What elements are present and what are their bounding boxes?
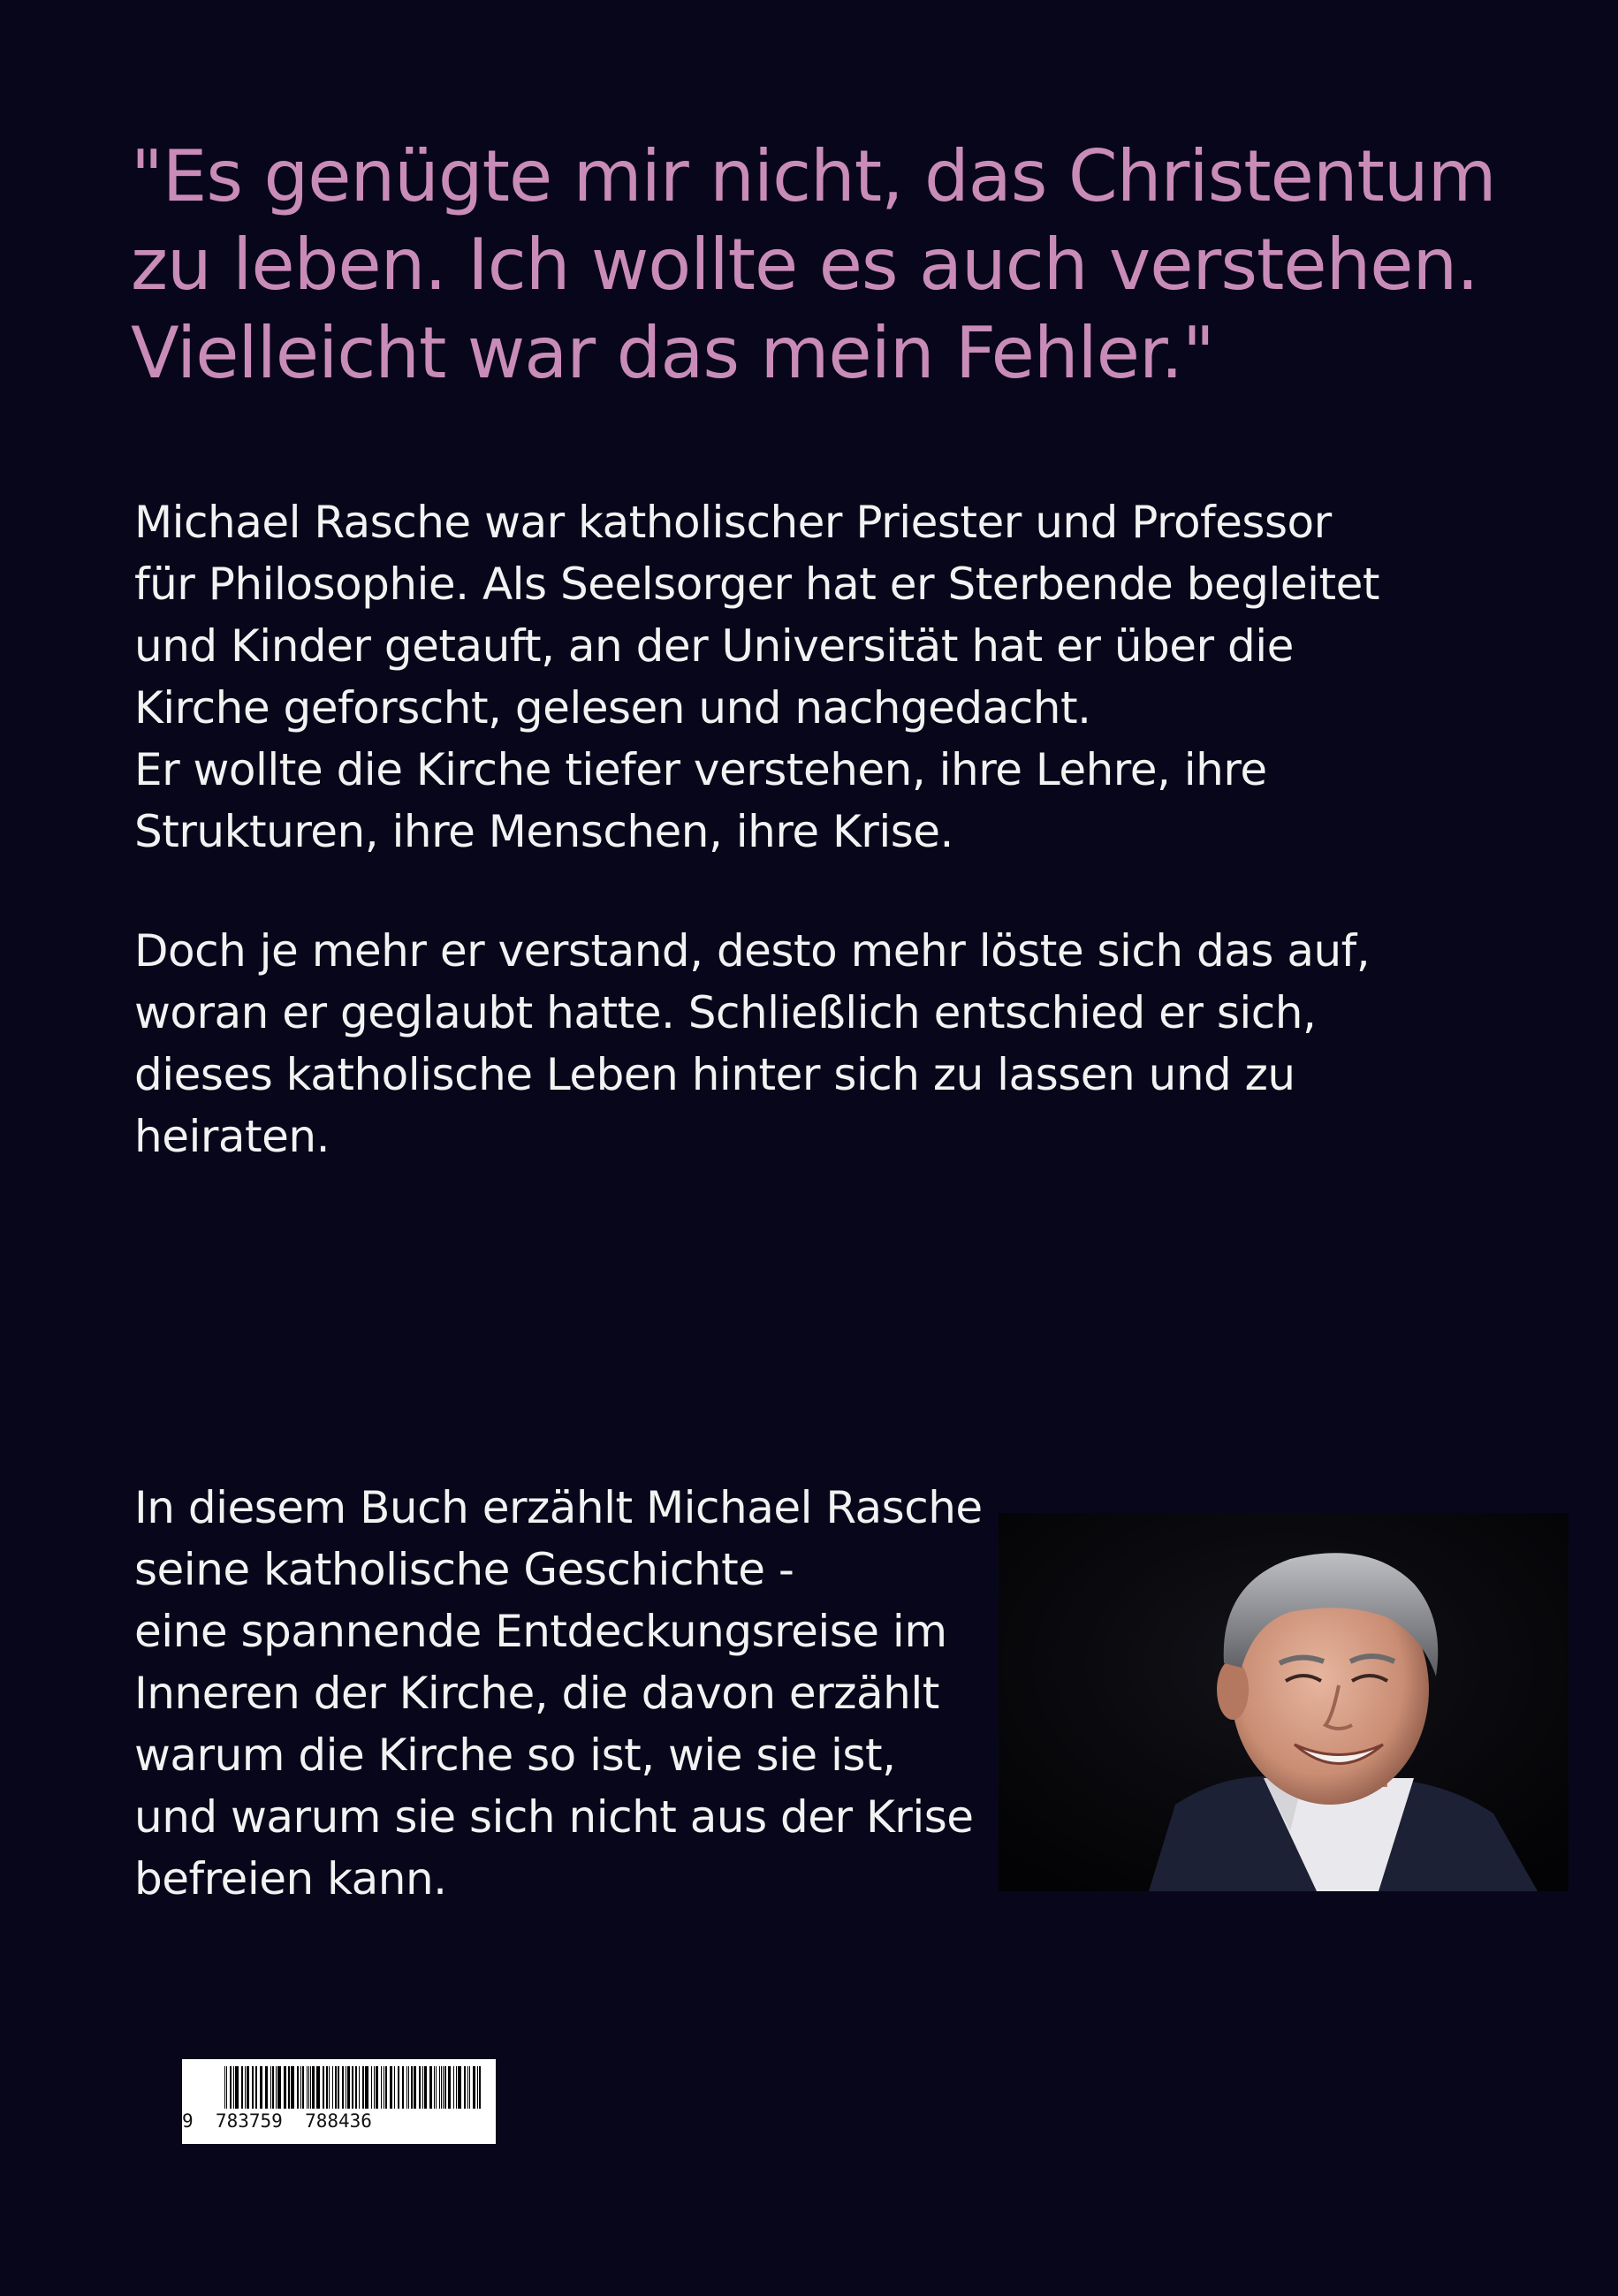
barcode-bar xyxy=(398,2066,399,2109)
barcode-bar xyxy=(394,2066,395,2109)
barcode-bar xyxy=(371,2066,372,2109)
back-cover-quote xyxy=(131,133,1562,398)
text-line: dieses katholische Leben hinter sich zu lassen und zu xyxy=(134,1049,1295,1100)
text-line: warum die Kirche so ist, wie sie ist, xyxy=(134,1730,896,1781)
barcode-bar xyxy=(291,2066,294,2109)
barcode-bar xyxy=(359,2066,360,2109)
isbn-digits: 9 783759 788436 xyxy=(182,2110,372,2132)
text-line: eine spannende Entdeckungsreise im xyxy=(134,1606,947,1657)
barcode-bar xyxy=(338,2066,339,2109)
author-photo xyxy=(999,1513,1569,1891)
text-line: woran er geglaubt hatte. Schließlich entschied er sich, xyxy=(134,987,1317,1038)
text-line: heiraten. xyxy=(134,1111,330,1162)
barcode-bar xyxy=(362,2066,364,2109)
barcode-bar xyxy=(414,2066,416,2109)
barcode-bar xyxy=(260,2066,262,2109)
barcode-bar xyxy=(434,2066,435,2109)
barcode-bar xyxy=(323,2066,324,2109)
quote-line: zu leben. Ich wollte es auch verstehen. xyxy=(131,224,1478,306)
barcode-bar xyxy=(424,2066,427,2109)
quote-line: Vielleicht war das mein Fehler." xyxy=(131,312,1214,394)
barcode-bar xyxy=(469,2066,470,2109)
quote-line: "Es genügte mir nicht, das Christentum xyxy=(131,135,1496,217)
barcode-bar xyxy=(374,2066,375,2109)
barcode-bar xyxy=(456,2066,457,2109)
barcode-bar xyxy=(347,2066,350,2109)
barcode-bar xyxy=(277,2066,281,2109)
text-line: Er wollte die Kirche tiefer verstehen, ihre Lehre, ihre xyxy=(134,744,1267,795)
barcode-bar xyxy=(272,2066,274,2109)
barcode-bar xyxy=(453,2066,454,2109)
text-line: Strukturen, ihre Menschen, ihre Krise. xyxy=(134,806,953,857)
barcode-bar xyxy=(335,2066,337,2109)
barcode-bar xyxy=(270,2066,271,2109)
text-line: seine katholische Geschichte - xyxy=(134,1544,794,1595)
barcode-bar xyxy=(436,2066,437,2109)
barcode-bar xyxy=(385,2066,387,2109)
barcode-bar xyxy=(408,2066,409,2109)
barcode-bar xyxy=(381,2066,382,2109)
barcode-bar xyxy=(310,2066,311,2109)
barcode-bar xyxy=(355,2066,357,2109)
barcode-bar xyxy=(300,2066,301,2109)
barcode-bar xyxy=(429,2066,432,2109)
barcode-bar xyxy=(252,2066,254,2109)
author-portrait-illustration xyxy=(999,1513,1569,1891)
isbn-barcode xyxy=(182,2059,496,2144)
text-line: In diesem Buch erzählt Michael Rasche xyxy=(134,1482,983,1533)
turning-point-paragraph xyxy=(134,920,1370,1167)
barcode-bar xyxy=(342,2066,344,2109)
barcode-bar xyxy=(247,2066,249,2109)
barcode-bar xyxy=(406,2066,407,2109)
barcode-bar xyxy=(255,2066,257,2109)
barcode-bar xyxy=(477,2066,478,2109)
barcode-bar xyxy=(479,2066,481,2109)
text-line: Michael Rasche war katholischer Priester und Professor xyxy=(134,497,1332,548)
barcode-bar xyxy=(411,2066,413,2109)
barcode-bar xyxy=(443,2066,444,2109)
barcode-bar xyxy=(390,2066,392,2109)
barcode-bar xyxy=(473,2066,475,2109)
barcode-bar xyxy=(448,2066,451,2109)
barcode-bar xyxy=(467,2066,468,2109)
barcode-bar xyxy=(312,2066,315,2109)
barcode-bar xyxy=(326,2066,328,2109)
barcode-bar xyxy=(376,2066,378,2109)
barcode-bar xyxy=(419,2066,421,2109)
barcode-bar xyxy=(235,2066,239,2109)
barcode-bar xyxy=(265,2066,268,2109)
barcode-bar xyxy=(458,2066,461,2109)
barcode-bar xyxy=(288,2066,290,2109)
barcode-bar xyxy=(284,2066,286,2109)
text-line: Kirche geforscht, gelesen und nachgedacht. xyxy=(134,682,1091,734)
text-line: befreien kann. xyxy=(134,1853,447,1904)
barcode-bar xyxy=(230,2066,232,2109)
text-line: und Kinder getauft, an der Universität hat er über die xyxy=(134,620,1294,672)
text-line: und warum sie sich nicht aus der Krise xyxy=(134,1791,974,1843)
barcode-bar xyxy=(276,2066,277,2109)
barcode-bar xyxy=(233,2066,234,2109)
barcode-bar xyxy=(444,2066,446,2109)
text-line: für Philosophie. Als Seelsorger hat er Sterbende begleitet xyxy=(134,559,1379,610)
author-bio-paragraph xyxy=(134,491,1379,863)
book-description-paragraph xyxy=(134,1477,983,1910)
barcode-bar xyxy=(439,2066,440,2109)
barcode-bar xyxy=(307,2066,308,2109)
barcode-bar xyxy=(402,2066,404,2109)
barcode-bar xyxy=(352,2066,353,2109)
barcode-bar xyxy=(329,2066,330,2109)
barcode-bar xyxy=(245,2066,246,2109)
barcode-bar xyxy=(332,2066,333,2109)
text-line: Inneren der Kirche, die davon erzählt xyxy=(134,1668,939,1719)
barcode-bar xyxy=(297,2066,299,2109)
barcode-bar xyxy=(224,2066,225,2109)
barcode-bar xyxy=(365,2066,368,2109)
barcode-bar xyxy=(422,2066,423,2109)
barcode-bar xyxy=(302,2066,304,2109)
barcode-bar xyxy=(316,2066,320,2109)
text-line: Doch je mehr er verstand, desto mehr löste sich das auf, xyxy=(134,925,1371,977)
barcode-bar xyxy=(241,2066,243,2109)
barcode-bar xyxy=(308,2066,309,2109)
barcode-bars xyxy=(182,2059,496,2112)
barcode-bar xyxy=(441,2066,442,2109)
barcode-bar xyxy=(464,2066,466,2109)
barcode-bar xyxy=(226,2066,227,2109)
